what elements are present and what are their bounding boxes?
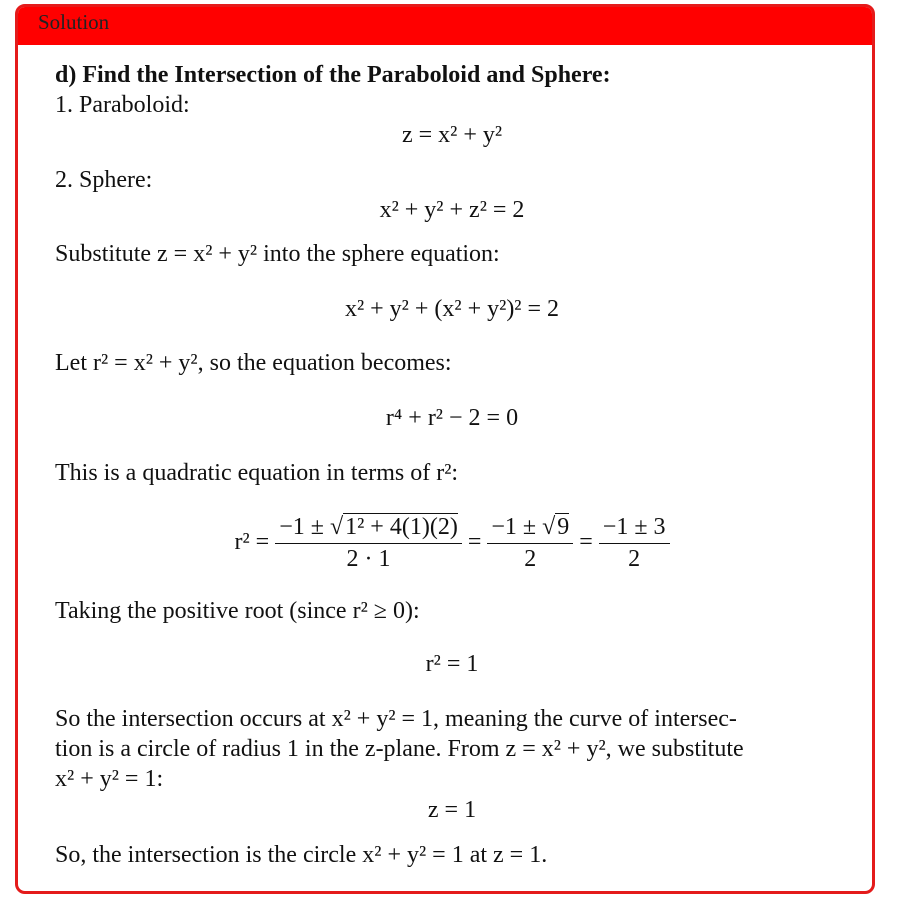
fraction-2-radicand: 9 [557, 514, 570, 540]
equation-z: z = 1 [427, 797, 477, 823]
section-heading: d) Find the Intersection of the Paraboloid and Sphere: [55, 62, 611, 88]
equation-solution: r² = $\frac{\text{−1 ± √1² + 4(1)(2)}}{2 \cdot 1}$ = $\frac{-1 \pm √9}{2}$ = $\frac{-1 \pm 3}{2}$ [0, 514, 904, 573]
fraction-2-prefix: −1 ± [491, 514, 543, 540]
fraction-3-denominator: 2 [628, 546, 641, 572]
substitute-text: Substitute z = x² + y² into the sphere equation: [55, 241, 500, 267]
fraction-2 [487, 514, 573, 573]
conclusion-line-2: tion is a circle of radius 1 in the z-plane. From z = x² + y², we substitute [55, 736, 744, 762]
let-text: Let r² = x² + y², so the equation becomes: [55, 350, 452, 376]
equation-paraboloid: z = x² + y² [401, 122, 503, 148]
equation-quartic: r⁴ + r² − 2 = 0 [385, 405, 519, 431]
fraction-1-radicand: 1² + 4(1)(2) [345, 514, 458, 540]
positive-root-text: Taking the positive root (since r² ≥ 0): [55, 598, 420, 624]
equation-sphere: x² + y² + z² = 2 [379, 197, 525, 223]
fraction-1-numerator: −1 ± √1² + 4(1)(2) [275, 514, 462, 544]
fraction-2-numerator: −1 ± √9 [487, 514, 573, 544]
fraction-1 [275, 514, 462, 573]
step1-label: 1. Paraboloid: [55, 92, 190, 118]
final-text: So, the intersection is the circle x² + y² = 1 at z = 1. [55, 842, 548, 868]
equation-substituted: x² + y² + (x² + y²)² = 2 [344, 296, 560, 322]
solution-title: Solution [38, 10, 110, 34]
fraction-1-prefix: −1 ± [279, 514, 330, 540]
equation-r-squared: r² = 1 [425, 651, 479, 677]
fraction-3 [599, 514, 670, 573]
conclusion-line-3: x² + y² = 1: [55, 766, 164, 792]
fraction-1-denominator: 2 · 1 [346, 546, 391, 572]
solution-lhs: r² = [234, 529, 270, 556]
step2-label: 2. Sphere: [55, 167, 153, 193]
conclusion-line-1: So the intersection occurs at x² + y² = 1, meaning the curve of intersec- [55, 706, 737, 732]
fraction-2-denominator: 2 [524, 546, 537, 572]
fraction-3-numerator: −1 ± 3 [599, 514, 670, 544]
quadratic-text: This is a quadratic equation in terms of r²: [55, 460, 459, 486]
